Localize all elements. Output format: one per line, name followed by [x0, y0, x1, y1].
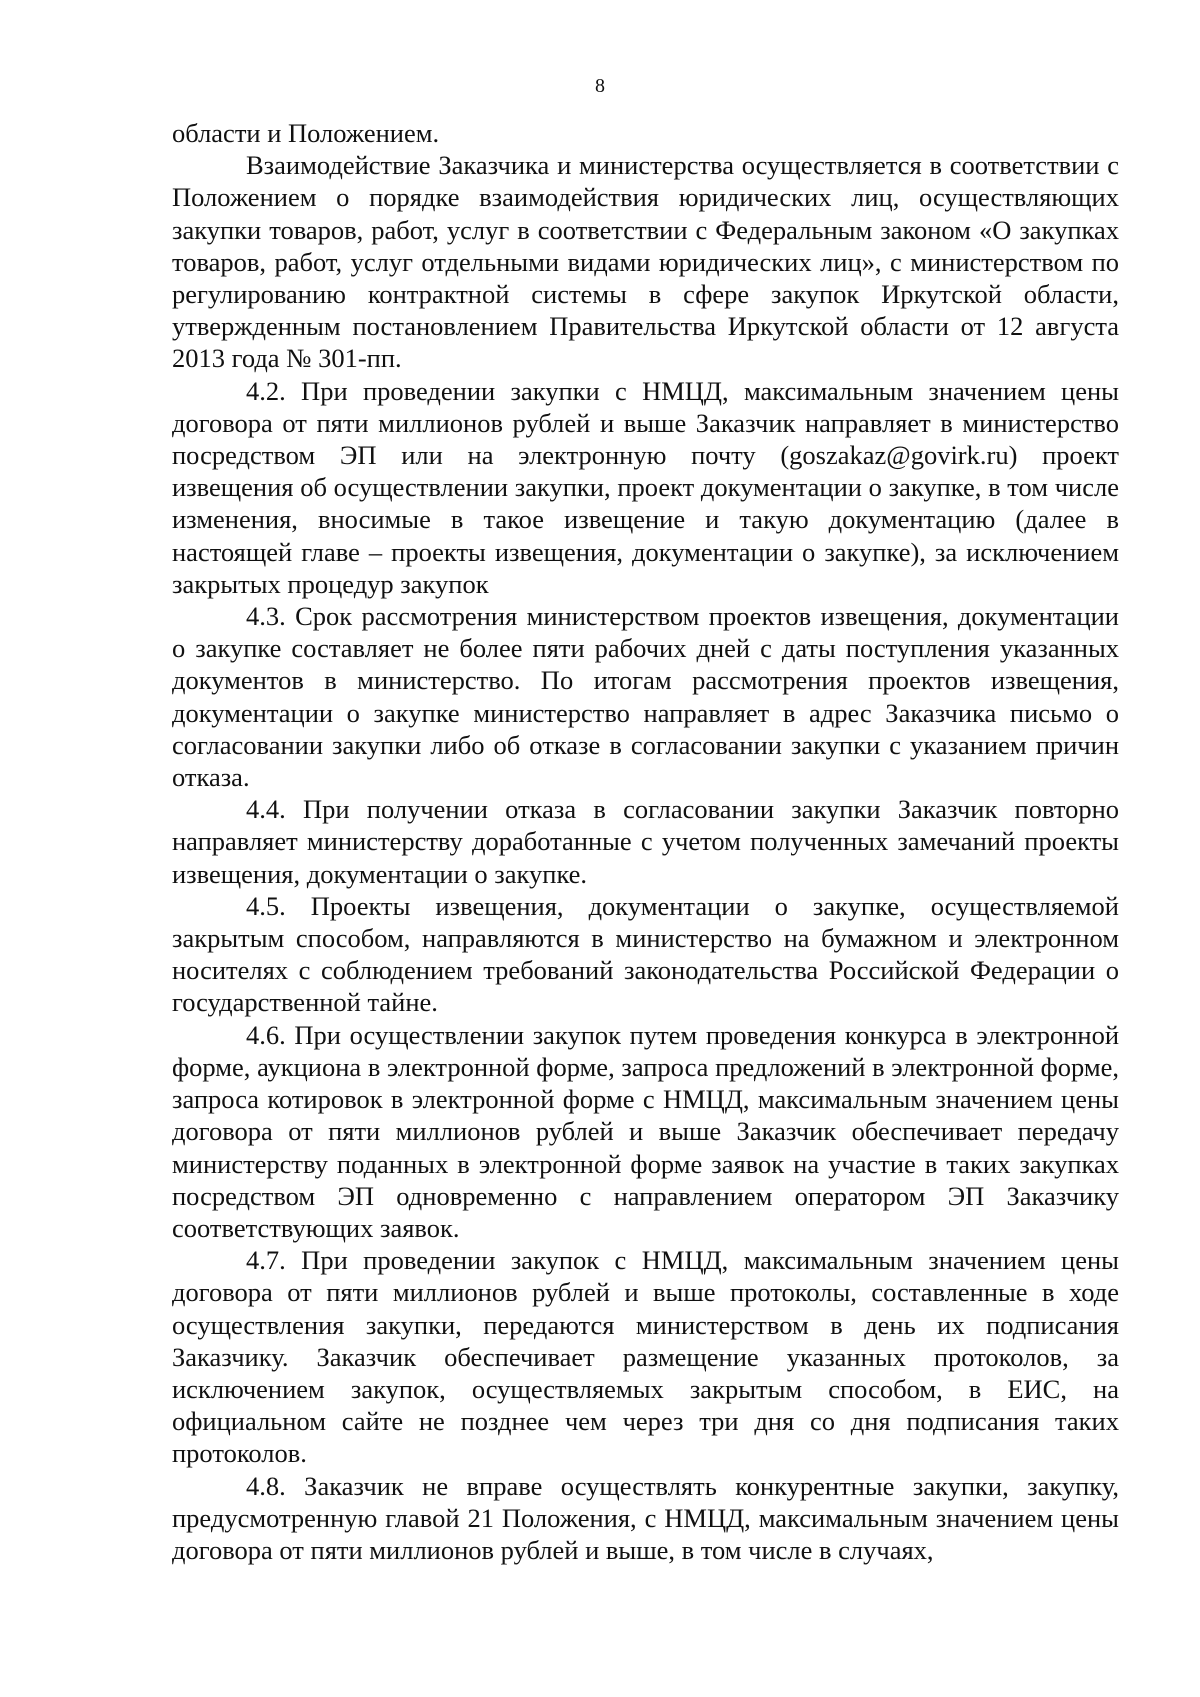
- paragraph-4-3: 4.3. Срок рассмотрения министерством проектов извещения, документации о закупке составляет не более пяти рабочих дней с даты поступления указанных документов в министерство. По итогам рассмотрения проектов извещения, документации о закупке министерство направляет в адрес Заказчика письмо о согласовании закупки либо об отказе в согласовании закупки с указанием причин отказа.: [172, 601, 1119, 793]
- document-body: [172, 117, 1119, 1566]
- paragraph-4-5: 4.5. Проекты извещения, документации о закупке, осуществляемой закрытым способом, направляются в министерство на бумажном и электронном носителях с соблюдением требований законодательства Российской Федерации о государственной тайне.: [172, 890, 1119, 1018]
- paragraph-4-4: 4.4. При получении отказа в согласовании закупки Заказчик повторно направляет министерству доработанные с учетом полученных замечаний проекты извещения, документации о закупке.: [172, 794, 1119, 889]
- paragraph-interaction: Взаимодействие Заказчика и министерства осуществляется в соответствии с Положением о порядке взаимодействия юридических лиц, осуществляющих закупки товаров, работ, услуг в соответствии с Федеральным законом «О закупках товаров, работ, услуг отдельными видами юридических лиц», с министерством по регулированию контрактной системы в сфере закупок Иркутской области, утвержденным постановлением Правительства Иркутской области от 12 августа 2013 года № 301-пп.: [172, 150, 1119, 374]
- paragraph-4-8: 4.8. Заказчик не вправе осуществлять конкурентные закупки, закупку, предусмотренную главой 21 Положения, с НМЦД, максимальным значением цены договора от пяти миллионов рублей и выше, в том числе в случаях,: [172, 1470, 1119, 1565]
- paragraph-4-2: 4.2. При проведении закупки с НМЦД, максимальным значением цены договора от пяти миллионов рублей и выше Заказчик направляет в министерство посредством ЭП или на электронную почту (goszakaz@govirk.ru) проект извещения об осуществлении закупки, проект документации о закупке, в том числе изменения, вносимые в такое извещение и такую документацию (далее в настоящей главе – проекты извещения, документации о закупке), за исключением закрытых процедур закупок: [172, 375, 1119, 599]
- paragraph-4-6: 4.6. При осуществлении закупок путем проведения конкурса в электронной форме, аукциона в электронной форме, запроса предложений в электронной форме, запроса котировок в электронной форме с НМЦД, максимальным значением цены договора от пяти миллионов рублей и выше Заказчик обеспечивает передачу министерству поданных в электронной форме заявок на участие в таких закупках посредством ЭП одновременно с направлением оператором ЭП Заказчику соответствующих заявок.: [172, 1019, 1119, 1243]
- paragraph-continuation: области и Положением.: [172, 118, 440, 148]
- paragraph-4-7: 4.7. При проведении закупок с НМЦД, максимальным значением цены договора от пяти миллионов рублей и выше протоколы, составленные в ходе осуществления закупки, передаются министерством в день их подписания Заказчику. Заказчик обеспечивает размещение указанных протоколов, за исключением закупок, осуществляемых закрытым способом, в ЕИС, на официальном сайте не позднее чем через три дня со дня подписания таких протоколов.: [172, 1245, 1119, 1469]
- page-number: 8: [595, 75, 605, 97]
